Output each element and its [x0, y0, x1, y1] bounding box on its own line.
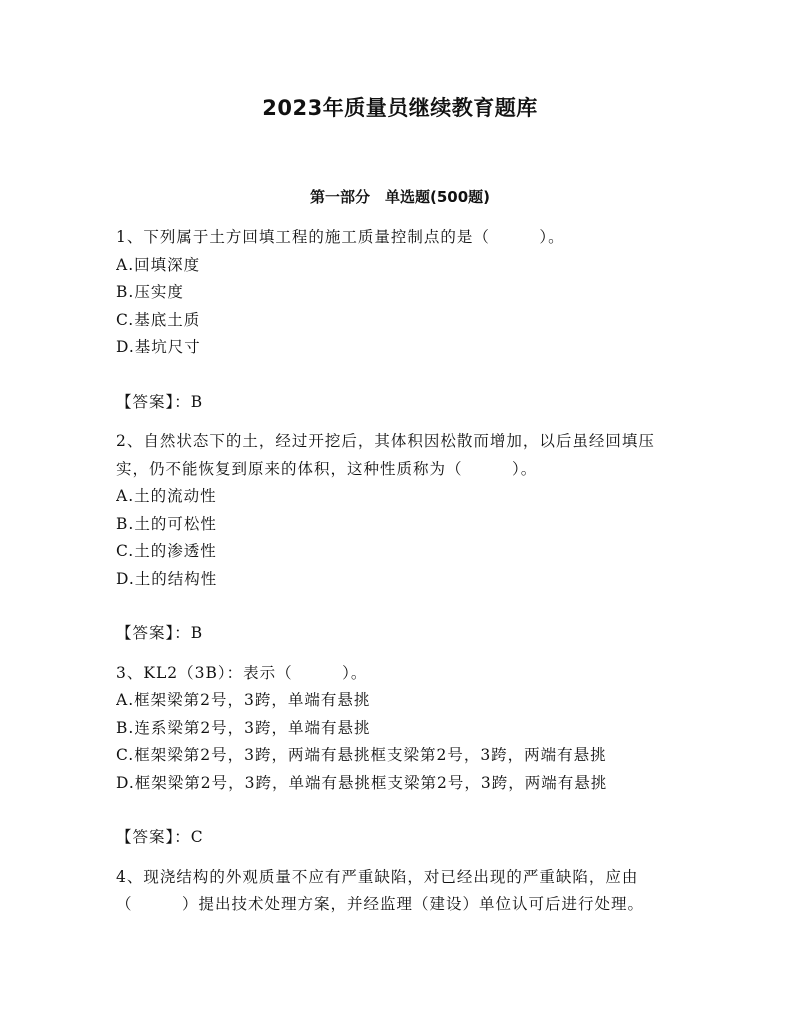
- option-b: B.压实度: [116, 283, 184, 301]
- question-2: [116, 428, 686, 648]
- answer: 【答案】：C: [116, 828, 204, 846]
- option-c: C.框架梁第2号，3跨，两端有悬挑框支梁第2号，3跨，两端有悬挑: [116, 746, 607, 764]
- option-a: A.框架梁第2号，3跨，单端有悬挑: [116, 691, 371, 709]
- question-list: [116, 224, 686, 919]
- question-text: 4、现浇结构的外观质量不应有严重缺陷，对已经出现的严重缺陷，应由（ ）提出技术处理方案，并经监理（建设）单位认可后进行处理。: [116, 867, 645, 913]
- question-text: 3、KL2（3B）：表示（ ）。: [116, 663, 368, 682]
- question-text: 1、下列属于土方回填工程的施工质量控制点的是（ ）。: [116, 228, 565, 246]
- option-b: B.土的可松性: [116, 514, 217, 533]
- option-a: A.土的流动性: [116, 487, 217, 505]
- question-4: [116, 864, 686, 919]
- question-1: [116, 224, 686, 416]
- option-b: B.连系梁第2号，3跨，单端有悬挑: [116, 718, 371, 737]
- option-d: D.基坑尺寸: [116, 338, 201, 356]
- question-3: [116, 660, 686, 852]
- option-c: C.基底土质: [116, 310, 201, 329]
- option-d: D.土的结构性: [116, 569, 218, 588]
- option-c: C.土的渗透性: [116, 542, 217, 560]
- question-text: 2、自然状态下的土，经过开挖后，其体积因松散而增加，以后虽经回填压实，仍不能恢复到原来的体积，这种性质称为（ ）。: [116, 432, 655, 478]
- section-title: 第一部分 单选题(500题): [309, 188, 491, 206]
- answer: 【答案】：B: [116, 624, 204, 642]
- option-a: A.回填深度: [116, 255, 201, 274]
- document-title: 2023年质量员继续教育题库: [262, 96, 538, 120]
- answer: 【答案】：B: [116, 392, 204, 411]
- option-d: D.框架梁第2号，3跨，单端有悬挑框支梁第2号，3跨，两端有悬挑: [116, 773, 608, 792]
